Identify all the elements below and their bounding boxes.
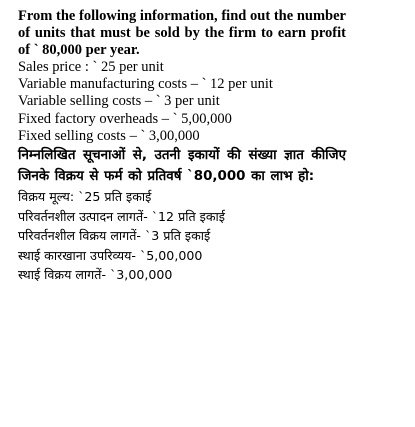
variable-selling-costs-line-hindi: परिवर्तनशील विक्रय लागतें- `3 प्रति इकाई: [18, 228, 211, 244]
sales-price-line: Sales price : ` 25 per unit: [18, 59, 164, 75]
variable-selling-costs-line: Variable selling costs – ` 3 per unit: [18, 93, 220, 110]
question-hindi: निम्नलिखित सूचनाओं से, उतनी इकायों की संख्या ज्ञात कीजिए जिनके विक्रय से फर्म को प्रतिवर्ष `80,000 का लाभ हो:: [18, 148, 346, 185]
question-english: From the following information, find out the number of units that must be sold by the firm to earn profit of ` 80,000 per year.: [18, 8, 346, 58]
variable-manufacturing-costs-line: Variable manufacturing costs – ` 12 per unit: [18, 76, 273, 93]
fixed-factory-overheads-line: Fixed factory overheads – ` 5,00,000: [18, 110, 232, 127]
data-list-hindi: [18, 187, 346, 285]
fixed-selling-costs-line-hindi: स्थाई विक्रय लागतें- `3,00,000: [18, 267, 173, 283]
fixed-selling-costs-line: Fixed selling costs – ` 3,00,000: [18, 127, 200, 144]
document: [18, 8, 346, 285]
fixed-factory-overheads-line-hindi: स्थाई कारखाना उपरिव्यय- `5,00,000: [18, 247, 203, 263]
variable-manufacturing-costs-line-hindi: परिवर्तनशील उत्पादन लागतें- `12 प्रति इकाई: [18, 208, 225, 224]
sales-price-line-hindi: विक्रय मूल्य: `25 प्रति इकाई: [18, 189, 152, 205]
data-list-english: [18, 59, 346, 145]
